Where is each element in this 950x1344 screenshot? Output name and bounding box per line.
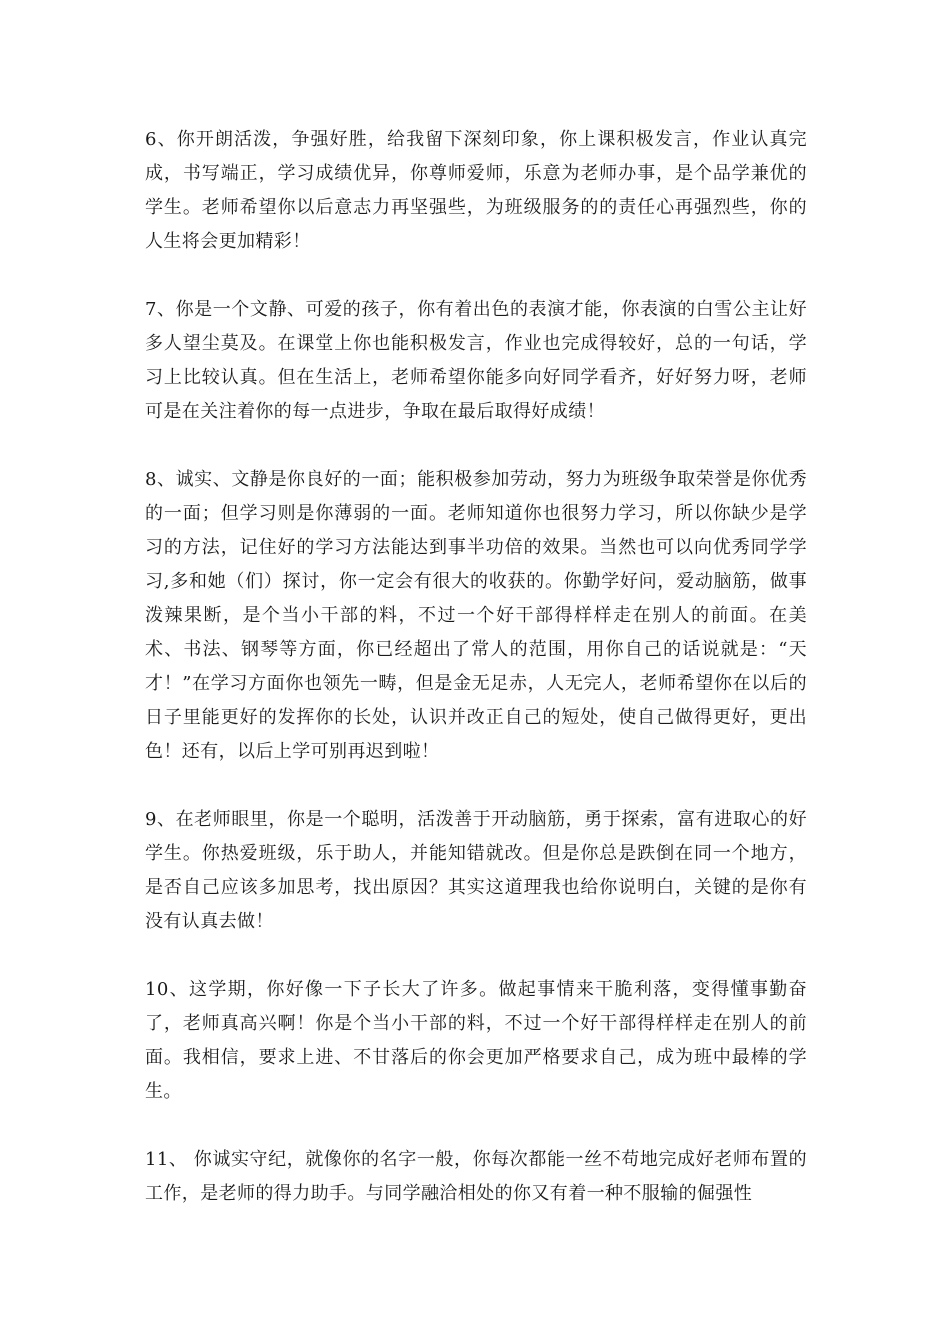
comment-paragraph-7: 7、你是一个文静、可爱的孩子，你有着出色的表演才能，你表演的白雪公主让好多人望尘莫及。在课堂上你也能积极发言，作业也完成得较好，总的一句话，学习上比较认真。但在生活上，老师希望你能多向好同学看齐，好好努力呀，老师可是在关注着你的每一点进步，争取在最后取得好成绩！ xyxy=(145,299,807,422)
comment-paragraph-10: 10、这学期，你好像一下子长大了许多。做起事情来干脆利落，变得懂事勤奋了，老师真高兴啊！你是个当小干部的料，不过一个好干部得样样走在别人的前面。我相信，要求上进、不甘落后的你会更加严格要求自己，成为班中最棒的学生。 xyxy=(145,979,807,1102)
document-body xyxy=(145,123,807,1245)
comment-paragraph-8: 8、诚实、文静是你良好的一面；能积极参加劳动，努力为班级争取荣誉是你优秀的一面；但学习则是你薄弱的一面。老师知道你也很努力学习，所以你缺少是学习的方法，记住好的学习方法能达到事半功倍的效果。当然也可以向优秀同学学习,多和她（们）探讨，你一定会有很大的收获的。你勤学好问，爱动脑筋，做事泼辣果断，是个当小干部的料，不过一个好干部得样样走在别人的前面。在美术、书法、钢琴等方面，你已经超出了常人的范围，用你自己的话说就是：“天才！”在学习方面你也领先一畴，但是金无足赤，人无完人，老师希望你在以后的日子里能更好的发挥你的长处，认识并改正自己的短处，使自己做得更好，更出色！还有，以后上学可别再迟到啦！ xyxy=(145,469,807,762)
comment-paragraph-11: 11、 你诚实守纪，就像你的名字一般，你每次都能一丝不苟地完成好老师布置的工作，是老师的得力助手。与同学融洽相处的你又有着一种不服输的倔强性 xyxy=(145,1149,807,1204)
comment-paragraph-6: 6、你开朗活泼，争强好胜，给我留下深刻印象，你上课积极发言，作业认真完成，书写端正，学习成绩优异，你尊师爱师，乐意为老师办事，是个品学兼优的学生。老师希望你以后意志力再坚强些，为班级服务的的责任心再强烈些，你的人生将会更加精彩！ xyxy=(145,129,807,252)
comment-paragraph-9: 9、在老师眼里，你是一个聪明，活泼善于开动脑筋，勇于探索，富有进取心的好学生。你热爱班级，乐于助人，并能知错就改。但是你总是跌倒在同一个地方，是否自己应该多加思考，找出原因？其实这道理我也给你说明白，关键的是你有没有认真去做！ xyxy=(145,809,807,932)
